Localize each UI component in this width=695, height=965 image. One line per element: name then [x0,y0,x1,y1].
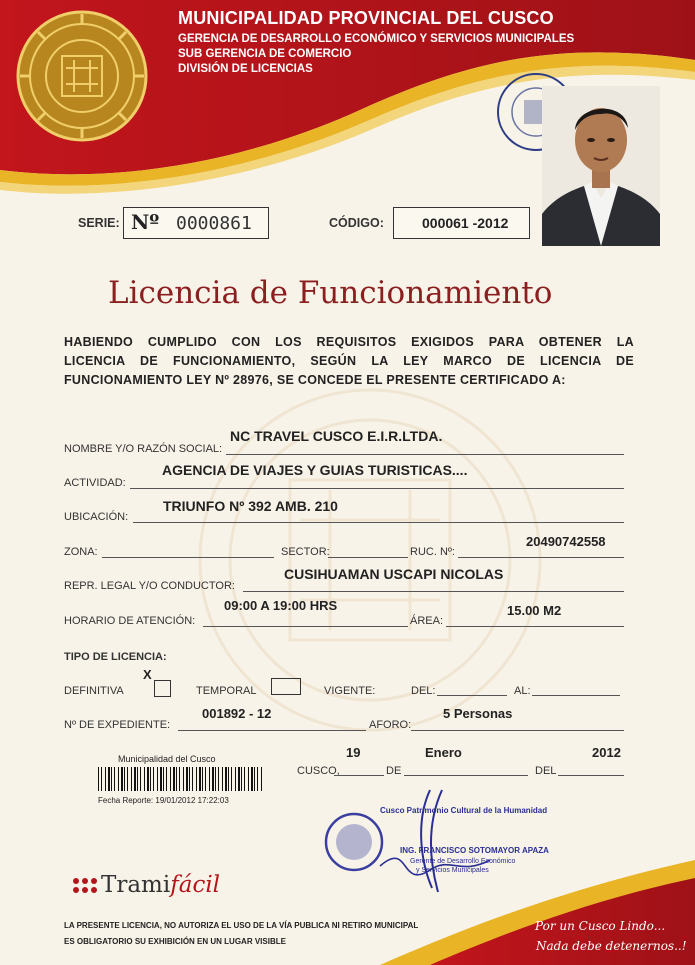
repr-label: REPR. LEGAL Y/O CONDUCTOR: [64,580,235,592]
date-month: Enero [425,745,462,760]
del-line [437,695,507,696]
del-year-label: DEL [535,765,557,777]
aforo-line [411,730,624,731]
ruc-line [458,557,624,558]
temporal-checkbox [271,678,301,695]
actividad-value: AGENCIA DE VIAJES Y GUIAS TURISTICAS.... [162,462,468,478]
expediente-line [178,730,366,731]
intro-line-3: FUNCIONAMIENTO LEY Nº 28976, SE CONCEDE EL PRESENTE CERTIFICADO A: [64,373,566,387]
area-line [446,626,624,627]
expediente-value: 001892 - 12 [202,706,272,721]
header-line-1: GERENCIA DE DESARROLLO ECONÓMICO Y SERVICIOS MUNICIPALES [178,33,575,45]
brand-name [101,872,220,898]
serie-number: 0000861 [176,213,252,234]
zona-line [102,557,274,558]
signature-stamp-icon [320,780,550,900]
municipal-seal-icon [14,8,150,144]
al-line [532,695,620,696]
nombre-label: NOMBRE Y/O RAZÓN SOCIAL: [64,443,223,455]
aforo-label: AFORO: [369,719,412,731]
footer-line-1: LA PRESENTE LICENCIA, NO AUTORIZA EL USO DE LA VÍA PUBLICA NI RETIRO MUNICIPAL [64,921,419,930]
brand-part-1: Trami [101,872,171,898]
year-line [558,775,624,776]
intro-line-1: HABIENDO CUMPLIDO CON LOS REQUISITOS EXIGIDOS PARA OBTENER LA [64,335,634,349]
date-year: 2012 [592,745,621,760]
vigente-label: VIGENTE: [324,685,376,697]
sector-label: SECTOR: [281,546,330,558]
codigo-label: CÓDIGO: [329,216,384,230]
footer-line-2: ES OBLIGATORIO SU EXHIBICIÓN EN UN LUGAR VISIBLE [64,937,286,946]
codigo-value: 000061 -2012 [422,215,509,231]
ubicacion-label: UBICACIÓN: [64,511,129,523]
ruc-value: 20490742558 [526,534,606,549]
intro-line-2: LICENCIA DE FUNCIONAMIENTO, SEGÚN LA LEY MARCO DE LICENCIA DE [64,354,634,368]
temporal-label: TEMPORAL [196,685,257,697]
ubicacion-value: TRIUNFO Nº 392 AMB. 210 [163,498,338,514]
de-label: DE [386,765,402,777]
nombre-line [226,454,624,455]
definitiva-mark: X [143,667,152,682]
actividad-line [130,488,624,489]
date-day: 19 [346,745,361,760]
expediente-label: Nº DE EXPEDIENTE: [64,719,171,731]
barcode-icon [98,767,263,791]
header-title: MUNICIPALIDAD PROVINCIAL DEL CUSCO [178,8,554,28]
header-line-2: SUB GERENCIA DE COMERCIO [178,48,352,60]
del-label: DEL: [411,685,436,697]
area-label: ÁREA: [410,615,444,627]
repr-line [243,591,624,592]
day-line [334,775,384,776]
intro-text [64,333,634,390]
document-title: Licencia de Funcionamiento [108,275,553,311]
codigo-box [393,207,530,239]
tramifacil-logo-icon [72,877,98,897]
area-value: 15.00 M2 [507,603,562,618]
signature-role-2: y Servicios Municipales [416,867,489,874]
cusco-label: CUSCO, [297,765,340,777]
serie-box [123,207,269,239]
slogan-line-2: Nada debe detenernos..! [536,939,687,953]
owner-photo [542,86,660,246]
serie-label: SERIE: [78,216,120,230]
slogan-line-1: Por un Cusco Lindo... [535,919,666,933]
header-line-3: DIVISIÓN DE LICENCIAS [178,63,313,75]
horario-line [203,626,408,627]
horario-value: 09:00 A 19:00 HRS [224,598,338,613]
barcode-caption: Municipalidad del Cusco [118,754,216,764]
aforo-value: 5 Personas [443,706,513,721]
nombre-value: NC TRAVEL CUSCO E.I.R.LTDA. [230,428,443,444]
actividad-label: ACTIVIDAD: [64,477,126,489]
brand-part-2: fácil [170,872,221,898]
tipo-licencia-label: TIPO DE LICENCIA: [64,651,167,663]
signature-name: ING. FRANCISCO SOTOMAYOR APAZA [400,846,549,855]
serie-prefix: Nº [131,210,160,234]
repr-value: CUSIHUAMAN USCAPI NICOLAS [284,566,504,582]
definitiva-label: DEFINITIVA [64,685,124,697]
definitiva-checkbox [154,680,171,697]
barcode-report: Fecha Reporte: 19/01/2012 17:22:03 [98,796,229,805]
al-label: AL: [514,685,531,697]
month-line [404,775,528,776]
signature-role-1: Gerente de Desarrollo Económico [410,858,516,865]
horario-label: HORARIO DE ATENCIÓN: [64,615,196,627]
signature-line-1: Cusco Patrimonio Cultural de la Humanidad [380,806,548,815]
zona-label: ZONA: [64,546,98,558]
ubicacion-line [133,522,624,523]
sector-line [328,557,408,558]
ruc-label: RUC. Nº: [410,546,455,558]
